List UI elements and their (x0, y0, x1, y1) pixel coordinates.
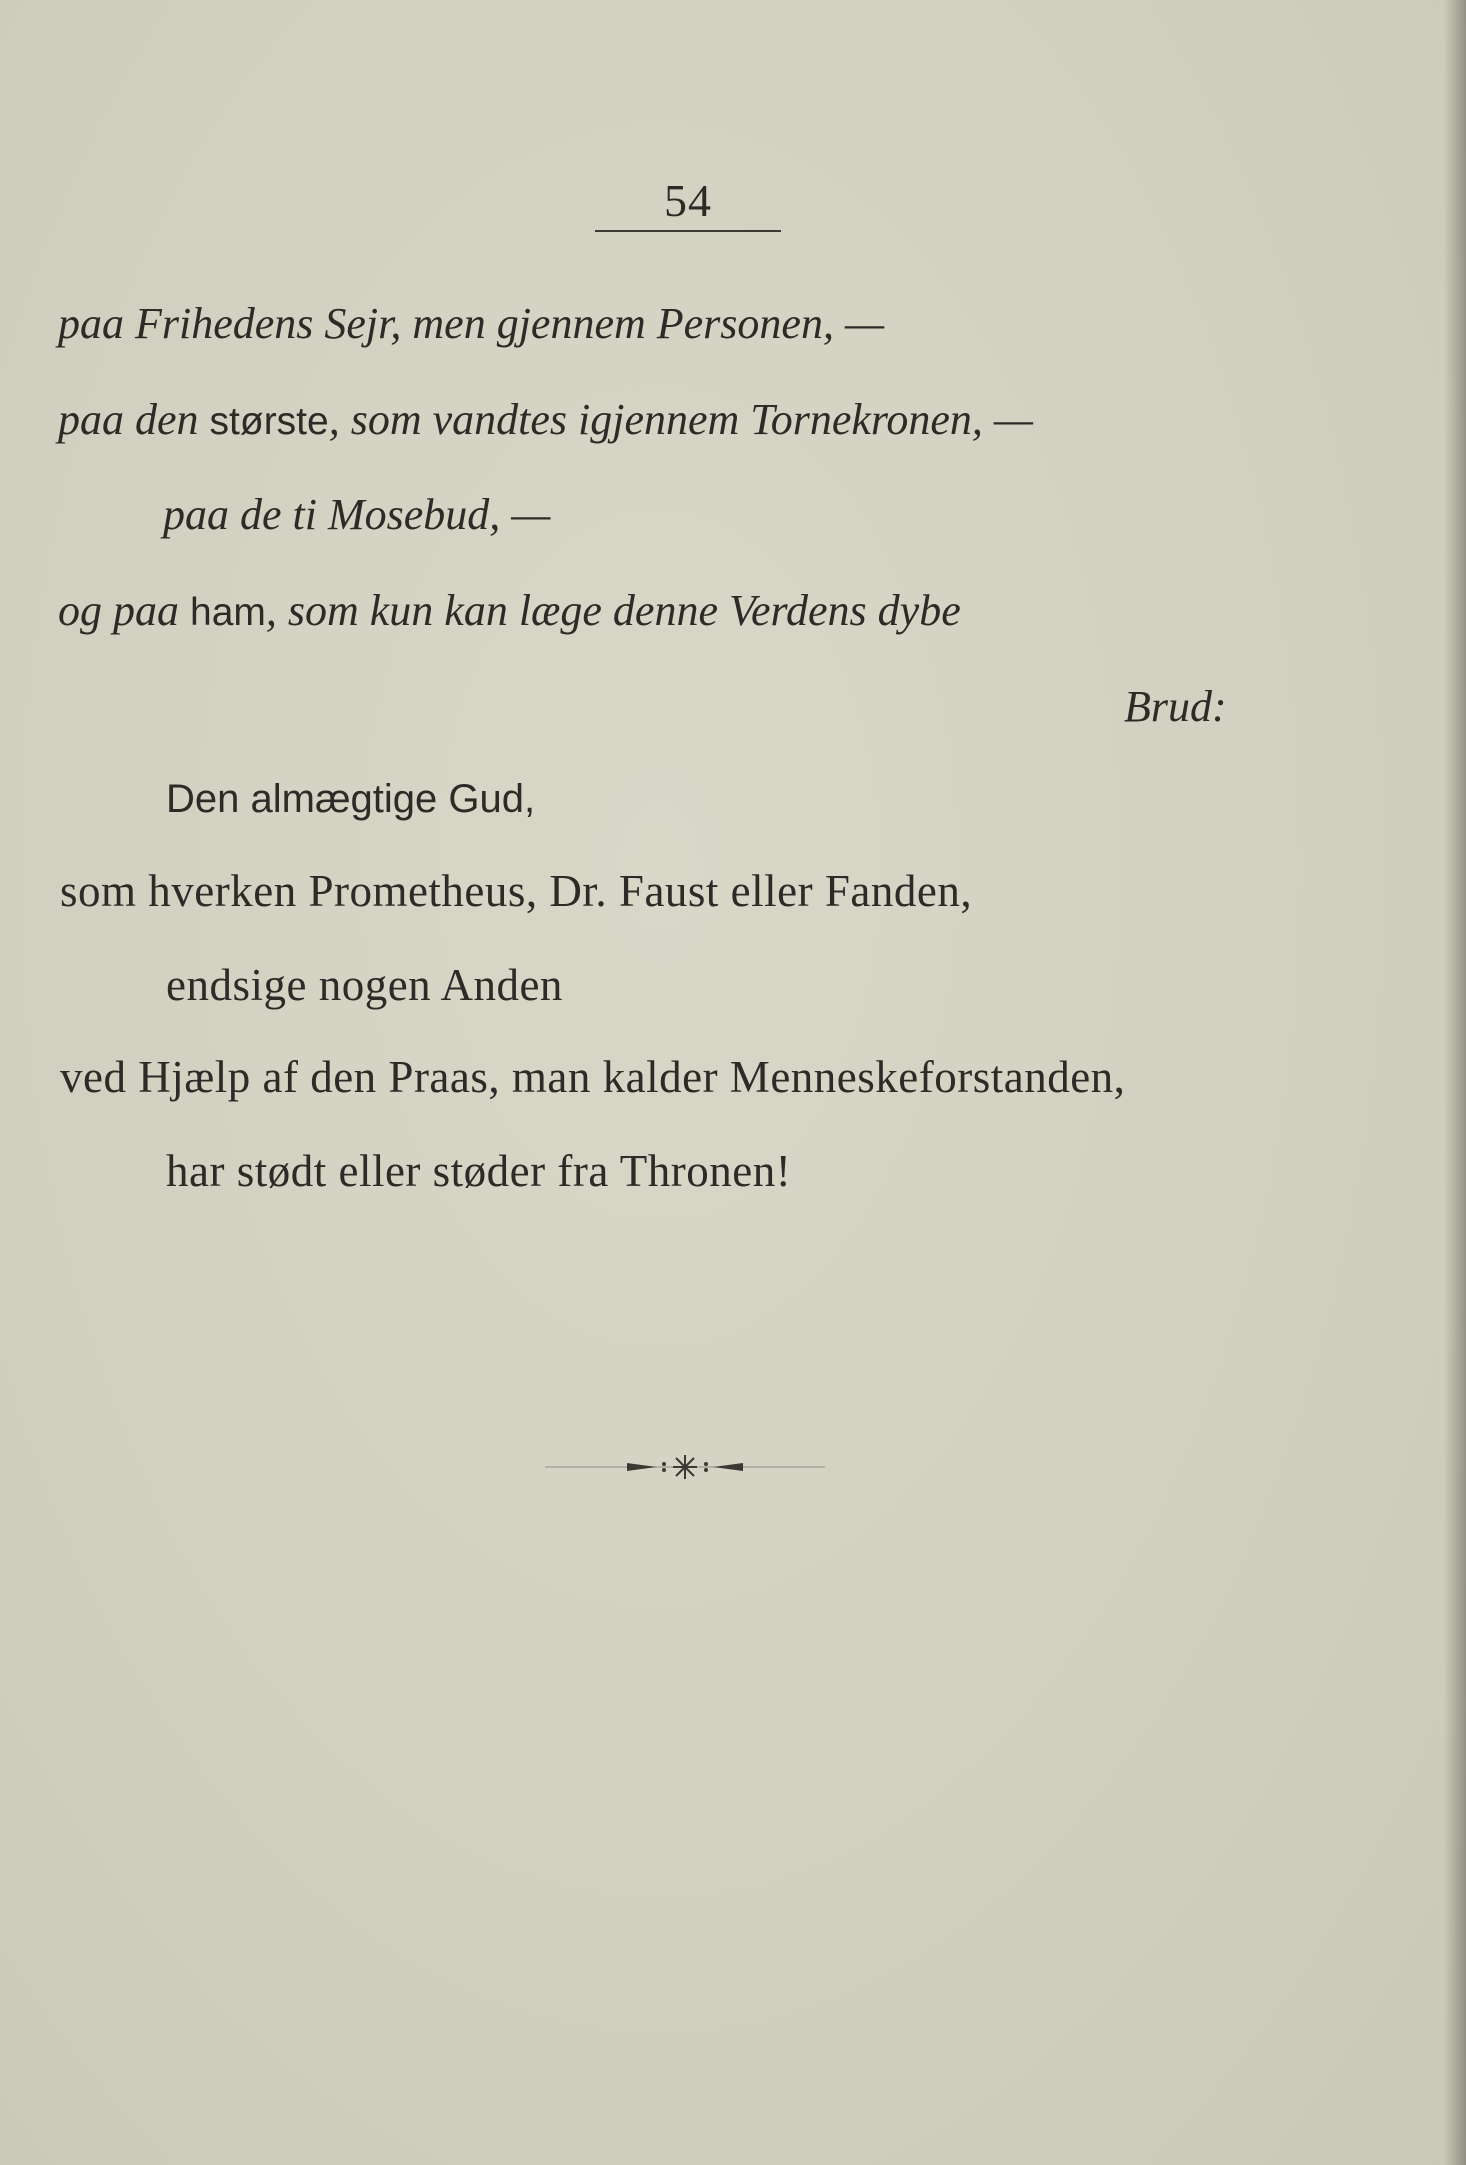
verse-line-2 (58, 396, 1033, 444)
verse-line-10-text: har stødt eller støder fra Thronen! (166, 1146, 792, 1196)
spine-shadow (1444, 0, 1466, 2165)
verse-line-3-text: paa de ti Mosebud, — (163, 490, 551, 539)
verse-line-4 (58, 587, 961, 635)
verse-line-4-emphasis: ham (190, 591, 266, 634)
verse-line-8-text: endsige nogen Anden (166, 960, 563, 1010)
left-arrow-icon (627, 1463, 657, 1471)
verse-line-3 (163, 491, 550, 539)
verse-line-2-emphasis: største (209, 400, 329, 443)
verse-line-6 (166, 777, 535, 821)
page-number: 54 (664, 175, 712, 226)
verse-line-5 (1124, 683, 1227, 731)
verse-line-4-part-c: , som kun kan læge denne Verdens dybe (265, 586, 961, 635)
verse-line-8 (166, 961, 563, 1011)
verse-line-4-part-a: og paa (58, 586, 190, 635)
end-ornament (545, 1452, 825, 1482)
verse-line-5-text: Brud: (1124, 682, 1227, 731)
star-icon (673, 1455, 697, 1479)
verse-line-10 (166, 1147, 791, 1197)
verse-line-6-text: Den almægtige Gud, (166, 777, 536, 821)
verse-line-2-part-a: paa den (58, 395, 210, 444)
verse-line-2-part-c: , som vandtes igjennem Tornekronen, — (328, 395, 1034, 444)
verse-line-7-text: som hverken Prometheus, Dr. Faust eller Fanden, (60, 866, 973, 916)
verse-line-1-text: paa Frihedens Sejr, men gjennem Personen, — (58, 299, 885, 348)
verse-line-9-text: ved Hjælp af den Praas, man kalder Menneskeforstanden, (60, 1052, 1126, 1102)
page-number-rule (595, 230, 781, 232)
right-arrow-icon (713, 1463, 743, 1471)
verse-line-9 (60, 1053, 1125, 1103)
verse-line-7 (60, 867, 972, 917)
verse-line-1 (58, 300, 884, 348)
